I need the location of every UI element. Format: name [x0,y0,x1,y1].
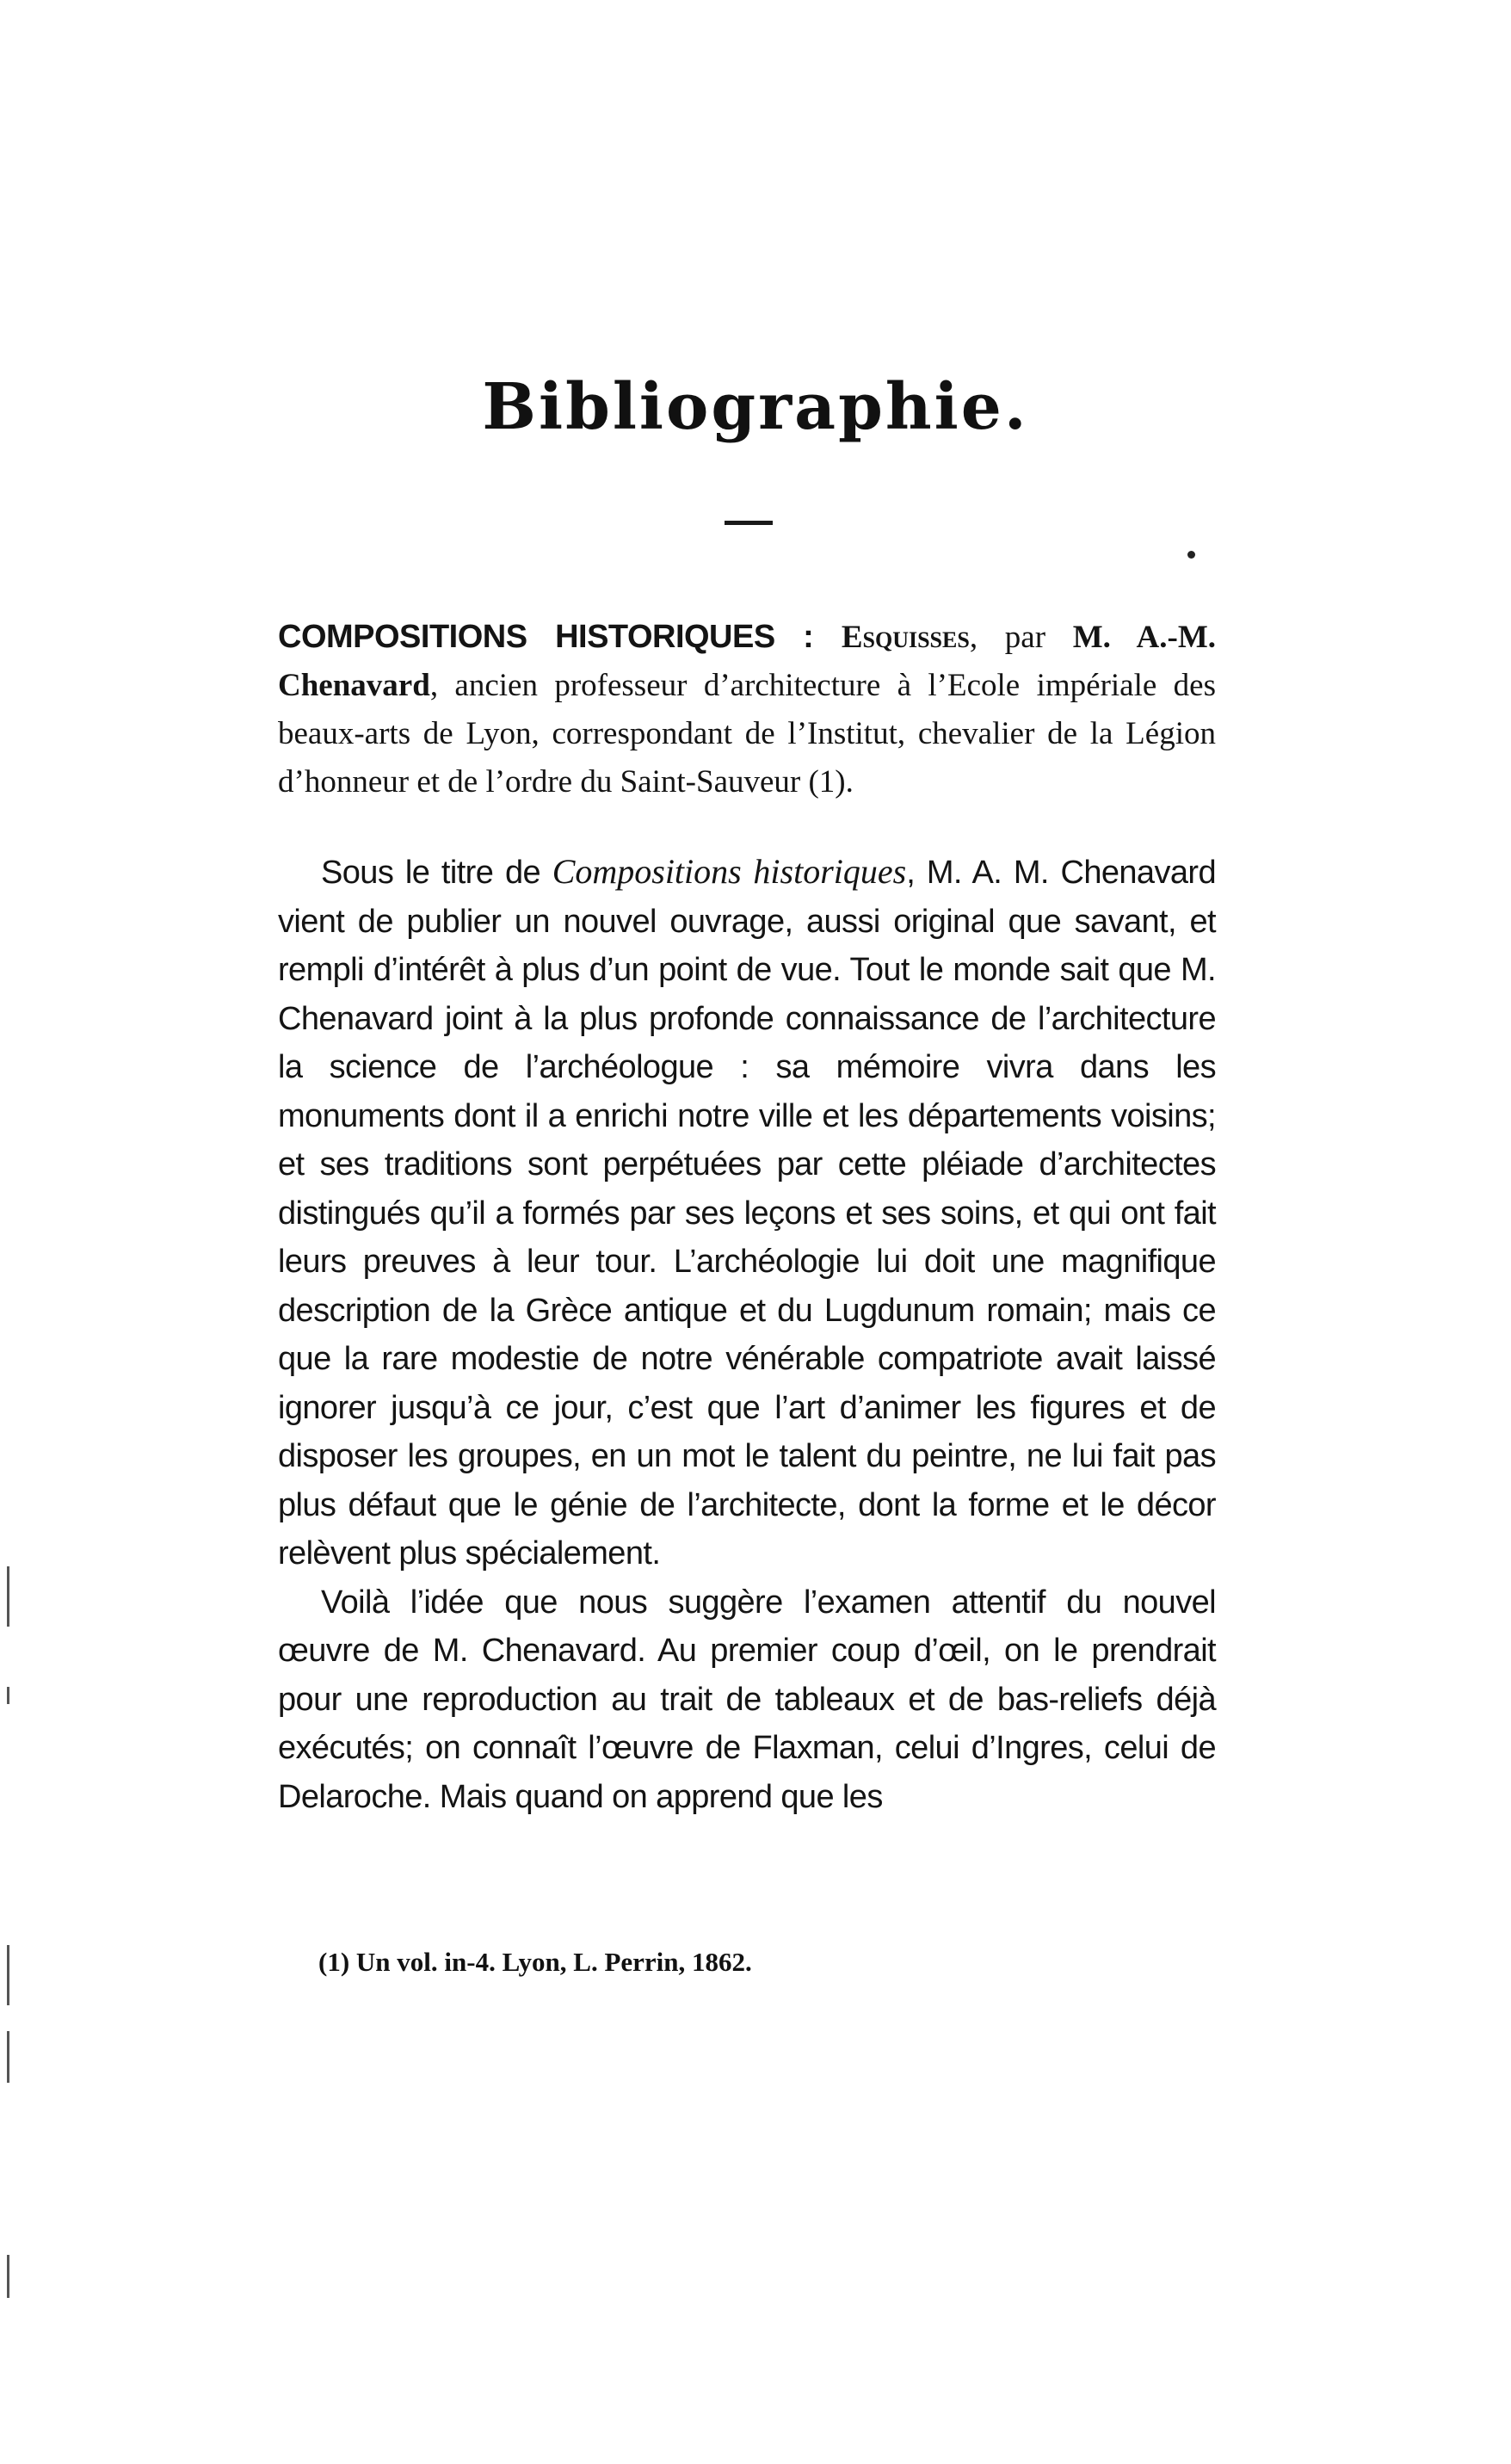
paragraph-1 [278,848,1216,1578]
margin-mark [7,2255,9,2298]
margin-mark [7,1687,9,1704]
paragraph-2: Voilà l’idée que nous suggère l’examen attentif du nouvel œuvre de M. Chenavard. Au premier coup d’œil, on le prendrait pour une reproduction au trait de tableaux et de bas-reliefs déjà exécutés; on connaît l’œuvre de Flaxman, celui d’Ingres, celui de Delaroche. Mais quand on apprend que les [278,1584,1216,1815]
citation-rest: , ancien professeur d’architecture à l’Ecole impériale des beaux-arts de Lyon, correspondant de l’Institut, chevalier de la Légion d’honneur et de l’ordre du Saint-Sauveur (1). [278,668,1216,800]
page-title: Bibliographie. [482,370,1029,444]
title-rule [725,521,773,525]
body-text [278,848,1216,1821]
work-title: Compositions historiques [552,852,907,891]
paragraph-1-intro: Sous le titre de [321,855,552,891]
margin-mark [7,1566,9,1627]
stray-dot [1187,551,1195,559]
paragraph-1-text: , M. A. M. Chenavard vient de publier un nouvel ouvrage, aussi original que savant, et rempli d’intérêt à plus d’un point de vue. Tout le monde sait que M. Chenavard joint à la plus profonde connaissance de l’architecture la science de l’archéologue : sa mémoire vivra dans les monuments dont il a enrichi notre ville et les départements voisins; et ses traditions sont perpétuées par cette pléiade d’architectes distingués qu’il a formés par ses leçons et ses soins, et qui ont fait leurs preuves à leur tour. L’archéologie lui doit une magnifique description de la Grèce antique et du Lugdunum romain; mais ce que la rare modestie de notre vénérable compatriote avait laissé ignorer jusqu’à ce jour, c’est que l’art d’animer les figures et de disposer les groupes, en un mot le talent du peintre, ne lui fait pas plus défaut que le génie de l’architecte, dont la forme et le décor relèvent plus spécialement. [278,855,1216,1572]
citation-author: M. A.-M. Chenavard [278,620,1216,703]
citation-esquisses: Esquisses [841,620,970,655]
citation-block [278,613,1216,806]
margin-mark [7,1945,9,2005]
citation-by: , par [969,620,1073,655]
footnote: (1) Un vol. in-4. Lyon, L. Perrin, 1862. [318,1947,752,1977]
margin-mark [7,2031,9,2083]
citation-lead: COMPOSITIONS HISTORIQUES : [278,619,842,655]
